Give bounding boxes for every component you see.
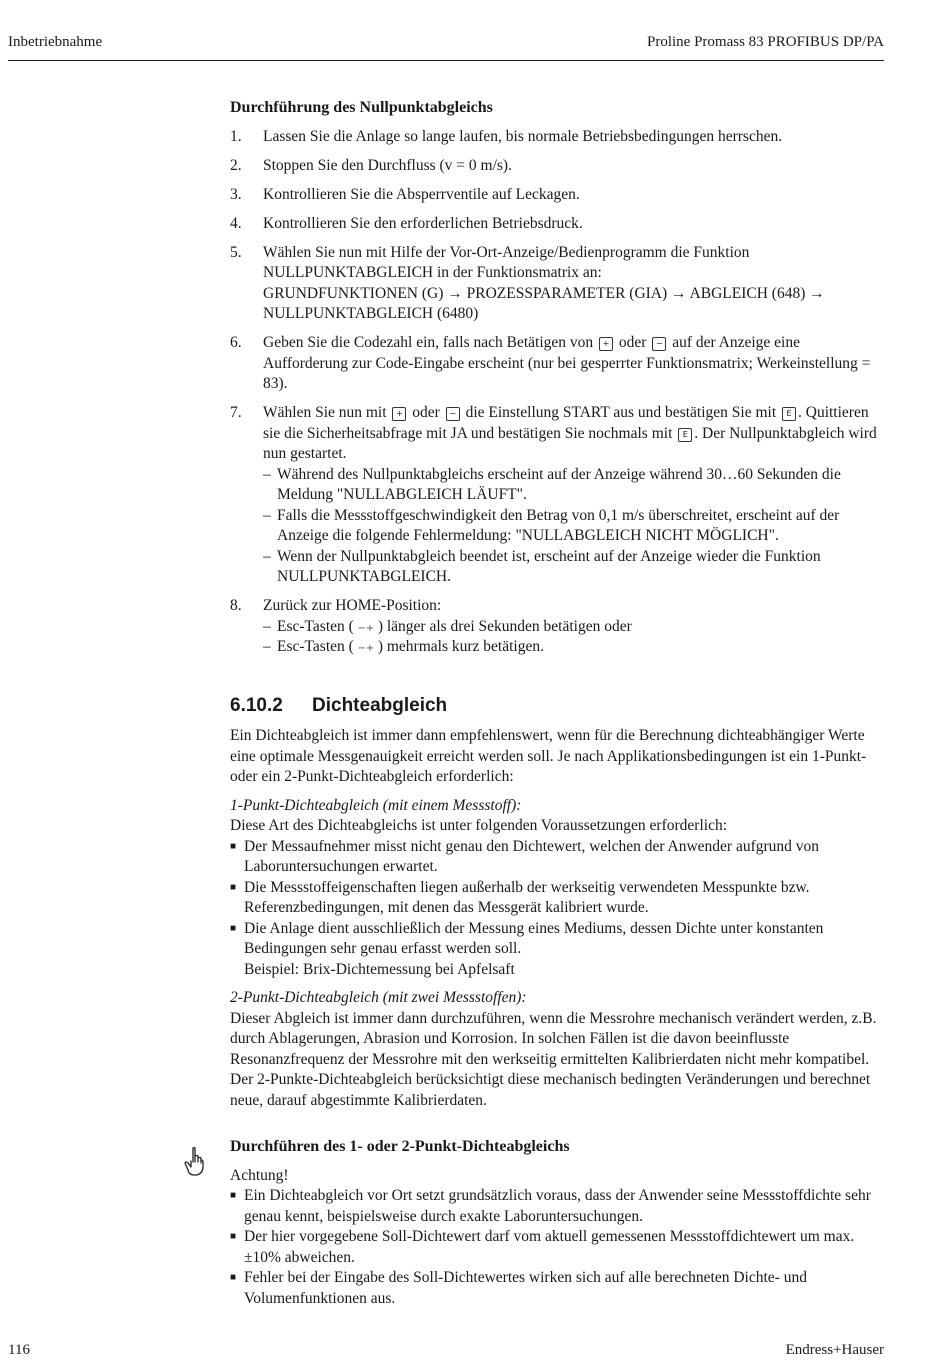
step-number: 1. [230, 127, 242, 145]
bullet-marker: ■ [230, 1231, 237, 1242]
step-text-part: auf der Anzeige eine Aufforderung zur Code-Eingabe erscheint (nur bei gesperrter Funktionsmatrix; Werkeinstellung = 83). [263, 334, 871, 392]
caution-label: Achtung! [230, 1166, 289, 1184]
step-text-part: Geben Sie die Codezahl ein, falls nach Betätigen von [263, 334, 594, 351]
one-point-list [230, 837, 886, 981]
step-number: 7. [230, 404, 242, 421]
step-text-part: . Der Nullpunktabgleich wird nun gestartet. [263, 424, 877, 462]
bullet-marker: ■ [230, 881, 237, 893]
page-header [8, 32, 884, 61]
procedure-title: Durchführen des 1- oder 2-Punkt-Dichteabgleichs [230, 1138, 570, 1155]
page-footer [8, 1340, 884, 1361]
list-item-text [244, 919, 886, 981]
bullet-marker: ■ [230, 1190, 237, 1201]
step-number: 5. [230, 243, 242, 261]
page-number: 116 [8, 1342, 30, 1358]
step [230, 403, 886, 588]
header-product: Proline Promass 83 PROFIBUS DP/PA [646, 34, 884, 50]
sub-item-text-part: Esc-Tasten ( [277, 638, 354, 655]
step-text: Lassen Sie die Anlage so lange laufen, bis normale Betriebsbedingungen herrschen. [263, 127, 783, 145]
step-text [263, 403, 886, 588]
one-point-title: 1-Punkt-Dichteabgleich (mit einem Messstoff): [230, 796, 522, 814]
step-text [263, 333, 886, 395]
intro-paragraph: Ein Dichteabgleich ist immer dann empfehlenswert, wenn für die Berechnung dichteabhängiger Werte eine optimale Messgenauigkeit erreicht werden soll. Je nach Applikationsbedingungen ist ein 1-Punkt- oder ein 2-Punkt-Dichteabgleich erforderlich: [230, 727, 867, 785]
step-text-part: oder [412, 404, 440, 421]
list-item [230, 878, 886, 919]
section-title: Dichteabgleich [312, 694, 448, 716]
list-item-text: Die Messstoffeigenschaften liegen außerhalb der werkseitig verwendeten Messpunkte bzw. Referenzbedingungen, mit denen das Messgerät kalibriert wurde. [244, 878, 810, 916]
caution-list [230, 1186, 886, 1309]
list-item-text: Der Messaufnehmer misst nicht genau den Dichtewert, welchen der Anwender aufgrund von Laboruntersuchungen erwartet. [244, 837, 820, 875]
two-point-title: 2-Punkt-Dichteabgleich (mit zwei Messstoffen): [230, 989, 527, 1006]
sub-item-text: Wenn der Nullpunktabgleich beendet ist, erscheint auf der Anzeige wieder die Funktion NULLPUNKTABGLEICH. [277, 547, 821, 585]
section-number: 6.10.2 [230, 694, 283, 716]
example-text: Beispiel: Brix-Dichtemessung bei Apfelsaft [244, 960, 515, 978]
section-heading [230, 696, 886, 717]
sub-item [263, 506, 886, 547]
header-section: Inbetriebnahme [8, 34, 103, 50]
function-path: GRUNDFUNKTIONEN (G) → PROZESSPARAMETER (GIA) → ABGLEICH (648) → NULLPUNKTABGLEICH (6480) [263, 284, 825, 322]
sub-item [263, 617, 886, 638]
step-text [263, 243, 886, 325]
list-item-text: Fehler bei der Eingabe des Soll-Dichtewertes wirken sich auf alle berechneten Dichte- und Volumenfunktionen aus. [244, 1269, 807, 1307]
bullet-marker: ■ [230, 1272, 237, 1283]
list-item-text: Ein Dichteabgleich vor Ort setzt grundsätzlich voraus, dass der Anwender seine Messstoffdichte sehr genau kennt, beispielsweise durch exakte Laboruntersuchungen. [244, 1187, 871, 1225]
esc-keys-icon: −+ [357, 643, 375, 654]
bullet-marker: ■ [230, 922, 237, 934]
minus-key-icon: − [446, 407, 460, 421]
step-text-part: die Einstellung START aus und bestätigen Sie mit [465, 404, 777, 421]
step-text-part: Wählen Sie nun mit [263, 404, 387, 421]
step-text: Stoppen Sie den Durchfluss (v = 0 m/s). [263, 156, 512, 174]
step [230, 156, 886, 177]
list-item [230, 1268, 886, 1309]
list-item [230, 919, 886, 981]
dash-marker: – [263, 465, 271, 483]
dash-marker: – [263, 617, 271, 635]
nullpunkt-title: Durchführung des Nullpunktabgleichs [230, 99, 493, 116]
sub-item-text-part: ) mehrmals kurz betätigen. [377, 638, 544, 655]
page-content [230, 98, 886, 1309]
sub-item [263, 637, 886, 658]
step [230, 243, 886, 325]
caution-hand-icon [184, 1146, 206, 1178]
step-number: 8. [230, 597, 242, 614]
minus-key-icon: − [652, 337, 666, 351]
step-text-part: Zurück zur HOME-Position: [263, 597, 442, 614]
step-text-part: Wählen Sie nun mit Hilfe der Vor-Ort-Anzeige/Bedienprogramm die Funktion NULLPUNKTABGLEICH in der Funktionsmatrix an: [263, 243, 750, 281]
sub-item [263, 465, 886, 506]
step-number: 2. [230, 156, 242, 174]
bullet-marker: ■ [230, 840, 237, 852]
plus-key-icon: + [599, 337, 613, 351]
dash-marker: – [263, 638, 271, 655]
step [230, 333, 886, 395]
step-text [263, 596, 886, 658]
list-item [230, 1227, 886, 1268]
sub-item-text-part: Esc-Tasten ( [277, 617, 354, 635]
step [230, 185, 886, 206]
sub-item-text-part: ) länger als drei Sekunden betätigen oder [377, 617, 632, 635]
sub-item-text [277, 617, 886, 638]
sub-item-text: Falls die Messstoffgeschwindigkeit den Betrag von 0,1 m/s überschreitet, erscheint auf der Anzeige die folgende Fehlermeldung: "NULLABGLEICH NICHT MÖGLICH". [277, 506, 840, 544]
sub-item-text: Während des Nullpunktabgleichs erscheint auf der Anzeige während 30…60 Sekunden die Meldung "NULLABGLEICH LÄUFT". [277, 465, 841, 503]
list-item-text: Der hier vorgegebene Soll-Dichtewert darf vom aktuell gemessenen Messstoffdichtewert um max. ±10% abweichen. [244, 1228, 855, 1266]
footer-brand: Endress+Hauser [785, 1342, 884, 1358]
step-text: Kontrollieren Sie die Absperrventile auf Leckagen. [263, 185, 580, 203]
sub-item-text [277, 637, 886, 658]
list-item-text-part: Die Anlage dient ausschließlich der Messung eines Mediums, dessen Dichte unter konstanten Bedingungen sehr genau erfasst werden soll. [244, 919, 824, 957]
plus-key-icon: + [392, 407, 406, 421]
list-item [230, 1186, 886, 1227]
esc-keys-icon: −+ [357, 622, 375, 634]
step-text: Kontrollieren Sie den erforderlichen Betriebsdruck. [263, 214, 583, 232]
nullpunkt-steps [230, 127, 886, 658]
step-text-part: . Quittieren sie die Sicherheitsabfrage mit JA und bestätigen Sie nochmals mit [263, 404, 869, 442]
step-text-part: oder [618, 334, 647, 351]
step-number: 4. [230, 214, 242, 232]
step [230, 596, 886, 658]
step [230, 214, 886, 235]
dash-marker: – [263, 547, 271, 565]
step-number: 3. [230, 185, 242, 203]
step [230, 127, 886, 148]
step-number: 6. [230, 334, 242, 351]
enter-key-icon: E [678, 428, 692, 442]
two-point-text: Dieser Abgleich ist immer dann durchzuführen, wenn die Messrohre mechanisch verändert werden, z.B. durch Ablagerungen, Abrasion und Korrosion. In solchen Fällen ist die davon beeinflusste Resonanzfrequenz der Messrohre mit den werkseitig ermittelten Kalibrierdaten nicht mehr kompatibel. Der 2-Punkte-Dichteabgleich berücksichtigt diese mechanisch bedingten Veränderungen und berechnet neue, darauf abgestimmte Kalibrierdaten. [230, 1009, 877, 1109]
list-item [230, 837, 886, 878]
sub-item [263, 547, 886, 588]
dash-marker: – [263, 506, 271, 524]
enter-key-icon: E [782, 407, 796, 421]
one-point-text: Diese Art des Dichteabgleichs ist unter folgenden Voraussetzungen erforderlich: [230, 817, 727, 834]
